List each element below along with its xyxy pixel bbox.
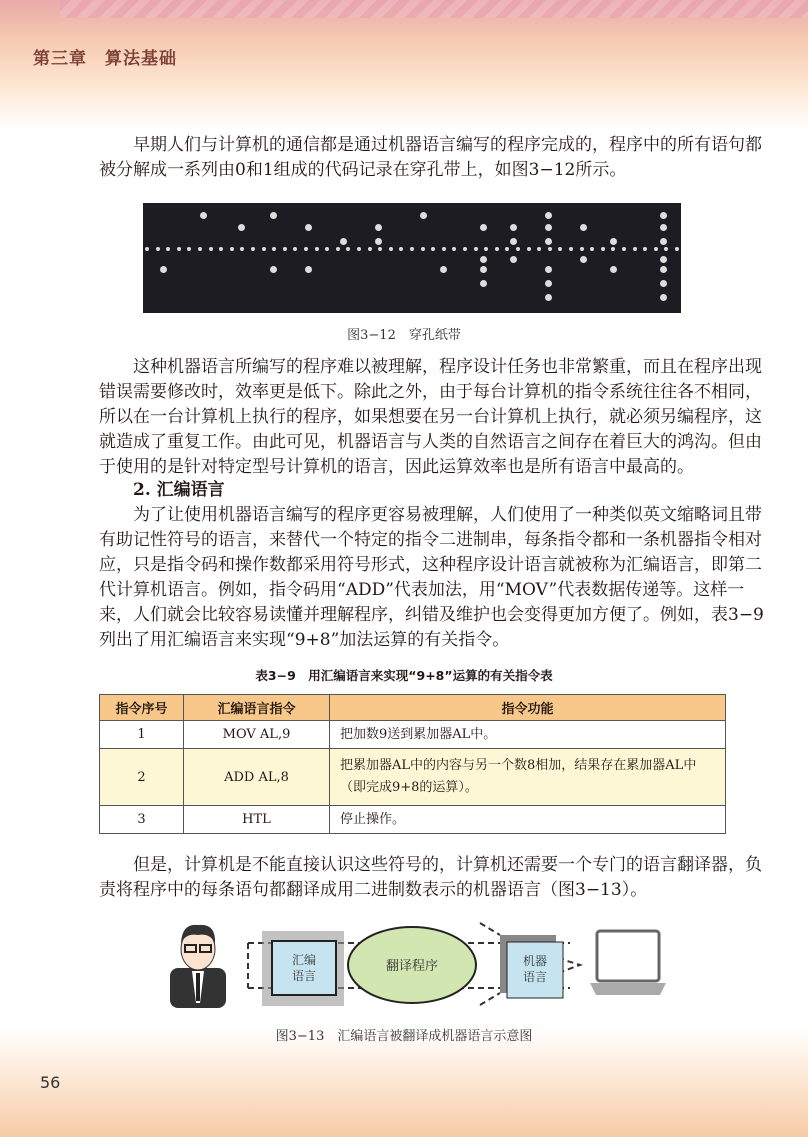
- header-pattern: [60, 0, 808, 18]
- tape-hole: [219, 247, 223, 251]
- header-cell: 指令序号: [100, 695, 184, 721]
- tape-hole: [421, 247, 425, 251]
- paragraph-3: [99, 503, 764, 653]
- tape-hole: [660, 224, 667, 231]
- tape-hole: [452, 247, 456, 251]
- box2-line2: 语言: [522, 970, 548, 984]
- text-line: 于使用的是针对特定型号计算机的语言，因此运算效率也是所有语言中最高的。: [99, 457, 694, 477]
- tape-hole: [198, 247, 202, 251]
- tape-hole: [537, 247, 541, 251]
- cell-function: 把累加器AL中的内容与另一个数8相加，结果存在累加器AL中（即完成9+8的运算）。: [330, 749, 726, 806]
- cell-instruction: HTL: [184, 806, 330, 834]
- figure-3-12-caption: 图3−12 穿孔纸带: [347, 328, 461, 343]
- tape-hole: [177, 247, 181, 251]
- tape-hole: [664, 247, 668, 251]
- tape-hole: [495, 247, 499, 251]
- tape-hole: [660, 266, 667, 273]
- tape-hole: [270, 266, 277, 273]
- tape-hole: [270, 212, 277, 219]
- tape-hole: [283, 247, 287, 251]
- tape-hole: [357, 247, 361, 251]
- tape-hole: [156, 247, 160, 251]
- paragraph-4: [99, 853, 762, 903]
- tape-hole: [660, 256, 667, 263]
- tape-hole: [399, 247, 403, 251]
- text-line: 就造成了重复工作。由此可见，机器语言与人类的自然语言之间存在着巨大的鸿沟。但由: [99, 432, 762, 452]
- tape-hole: [654, 247, 658, 251]
- text-line: 来，人们就会比较容易读懂并理解程序，纠错及维护也会变得更加方便了。例如，表3−9: [99, 605, 764, 625]
- tape-hole: [660, 280, 667, 287]
- chapter-number: 第三章: [33, 49, 87, 69]
- figure-3-13-caption: 图3−13 汇编语言被翻译成机器语言示意图: [275, 1029, 533, 1044]
- text-line: 被分解成一系列由0和1组成的代码记录在穿孔带上，如图3−12所示。: [99, 160, 627, 180]
- tape-hole: [545, 238, 552, 245]
- tape-hole: [633, 247, 637, 251]
- tape-hole: [305, 224, 312, 231]
- paragraph-2: [99, 355, 762, 480]
- tape-hole: [315, 247, 319, 251]
- tape-hole: [375, 224, 382, 231]
- tape-hole: [643, 247, 647, 251]
- tape-hole: [558, 247, 562, 251]
- table-row: [100, 749, 726, 806]
- tape-hole: [510, 224, 517, 231]
- tape-hole: [545, 224, 552, 231]
- table-header-row: [100, 695, 726, 721]
- text-line: 为了让使用机器语言编写的程序更容易被理解，人们使用了一种类似英文缩略词且带: [133, 505, 762, 525]
- section-heading: 2. 汇编语言: [133, 480, 225, 500]
- tape-hole: [516, 247, 520, 251]
- tape-hole: [527, 247, 531, 251]
- tape-hole: [238, 224, 245, 231]
- text-line: 有助记性符号的语言，来替代一个特定的指令二进制串，每条指令都和一条机器指令相对: [99, 530, 762, 550]
- tape-hole: [601, 247, 605, 251]
- text-line: 但是，计算机是不能直接认识这些符号的，计算机还需要一个专门的语言翻译器，负: [133, 855, 762, 875]
- tape-hole: [304, 247, 308, 251]
- chapter-name: 算法基础: [105, 49, 177, 69]
- punched-tape-image: [143, 203, 681, 313]
- cell-function: 停止操作。: [330, 806, 726, 834]
- tape-hole: [580, 256, 587, 263]
- tape-hole: [463, 247, 467, 251]
- tape-hole: [660, 212, 667, 219]
- tape-hole: [440, 266, 447, 273]
- tape-hole: [293, 247, 297, 251]
- tape-hole: [545, 212, 552, 219]
- tape-hole: [209, 247, 213, 251]
- tape-hole: [660, 294, 667, 301]
- tape-hole: [442, 247, 446, 251]
- tape-hole: [375, 238, 382, 245]
- text-line: 代计算机语言。例如，指令码用“ADD”代表加法，用“MOV”代表数据传递等。这样一: [99, 580, 745, 600]
- tape-hole: [569, 247, 573, 251]
- tape-hole: [340, 238, 347, 245]
- tape-hole: [262, 247, 266, 251]
- tape-hole: [420, 212, 427, 219]
- table-row: [100, 721, 726, 749]
- assembler-diagram: [160, 913, 666, 1013]
- table-caption: 表3−9 用汇编语言来实现“9+8”运算的有关指令表: [255, 668, 553, 683]
- tape-hole: [431, 247, 435, 251]
- cell-index: 1: [100, 721, 184, 749]
- tape-hole: [660, 238, 667, 245]
- header-cell: 汇编语言指令: [184, 695, 330, 721]
- cell-instruction: ADD AL,8: [184, 749, 330, 806]
- tape-hole: [305, 266, 312, 273]
- tape-hole: [545, 280, 552, 287]
- tape-hole: [510, 256, 517, 263]
- cell-index: 3: [100, 806, 184, 834]
- tape-hole: [230, 247, 234, 251]
- tape-hole: [378, 247, 382, 251]
- box1-line2: 语言: [291, 969, 317, 983]
- tape-hole: [590, 247, 594, 251]
- tape-hole: [480, 280, 487, 287]
- tape-hole: [622, 247, 626, 251]
- text-line: 所以在一台计算机上执行的程序，如果想要在另一台计算机上执行，就必须另编程序，这: [99, 407, 762, 427]
- text-line: 列出了用汇编语言来实现“9+8”加法运算的有关指令。: [99, 630, 510, 650]
- tape-hole: [548, 247, 552, 251]
- text-line: 应，只是指令码和操作数都采用符号形式，这种程序设计语言就被称为汇编语言，即第二: [99, 555, 762, 575]
- tape-hole: [505, 247, 509, 251]
- box2-line1: 机器: [522, 954, 548, 968]
- tape-hole: [166, 247, 170, 251]
- tape-hole: [675, 247, 679, 251]
- tape-hole: [389, 247, 393, 251]
- person-icon: [170, 925, 226, 1008]
- instruction-table: [99, 694, 726, 834]
- tape-hole: [160, 266, 167, 273]
- chapter-title: [33, 44, 177, 69]
- tape-hole: [145, 247, 149, 251]
- cell-function: 把加数9送到累加器AL中。: [330, 721, 726, 749]
- tape-hole: [484, 247, 488, 251]
- tape-hole: [346, 247, 350, 251]
- tape-hole: [200, 212, 207, 219]
- tape-hole: [480, 224, 487, 231]
- translator-label: 翻译程序: [385, 959, 439, 974]
- tape-hole: [474, 247, 478, 251]
- tape-hole: [480, 256, 487, 263]
- tape-hole: [336, 247, 340, 251]
- tape-hole: [580, 247, 584, 251]
- header-cell: 指令功能: [330, 695, 726, 721]
- tape-hole: [580, 224, 587, 231]
- text-line: 早期人们与计算机的通信都是通过机器语言编写的程序完成的，程序中的所有语句都: [133, 135, 762, 155]
- tape-hole: [240, 247, 244, 251]
- tape-hole: [610, 238, 617, 245]
- tape-hole: [187, 247, 191, 251]
- assembly-language-box: [272, 941, 336, 995]
- tape-hole: [251, 247, 255, 251]
- tape-hole: [611, 247, 615, 251]
- text-line: 这种机器语言所编写的程序难以被理解，程序设计任务也非常繁重，而且在程序出现: [133, 357, 762, 377]
- paragraph-1: [99, 133, 762, 183]
- table-row: [100, 806, 726, 834]
- tape-hole: [410, 247, 414, 251]
- tape-hole: [545, 294, 552, 301]
- tape-hole: [368, 247, 372, 251]
- page-number: 56: [40, 1073, 61, 1092]
- box1-line1: 汇编: [291, 953, 317, 967]
- tape-hole: [610, 266, 617, 273]
- cell-instruction: MOV AL,9: [184, 721, 330, 749]
- text-line: 错误需要修改时，效率更是低下。除此之外，由于每台计算机的指令系统往往各不相同，: [99, 382, 762, 402]
- laptop-icon: [590, 931, 666, 995]
- tape-hole: [480, 266, 487, 273]
- text-line: 责将程序中的每条语句都翻译成用二进制数表示的机器语言（图3−13）。: [99, 880, 648, 900]
- tape-hole: [545, 266, 552, 273]
- cell-index: 2: [100, 749, 184, 806]
- tape-hole: [510, 238, 517, 245]
- tape-hole: [272, 247, 276, 251]
- tape-hole: [325, 247, 329, 251]
